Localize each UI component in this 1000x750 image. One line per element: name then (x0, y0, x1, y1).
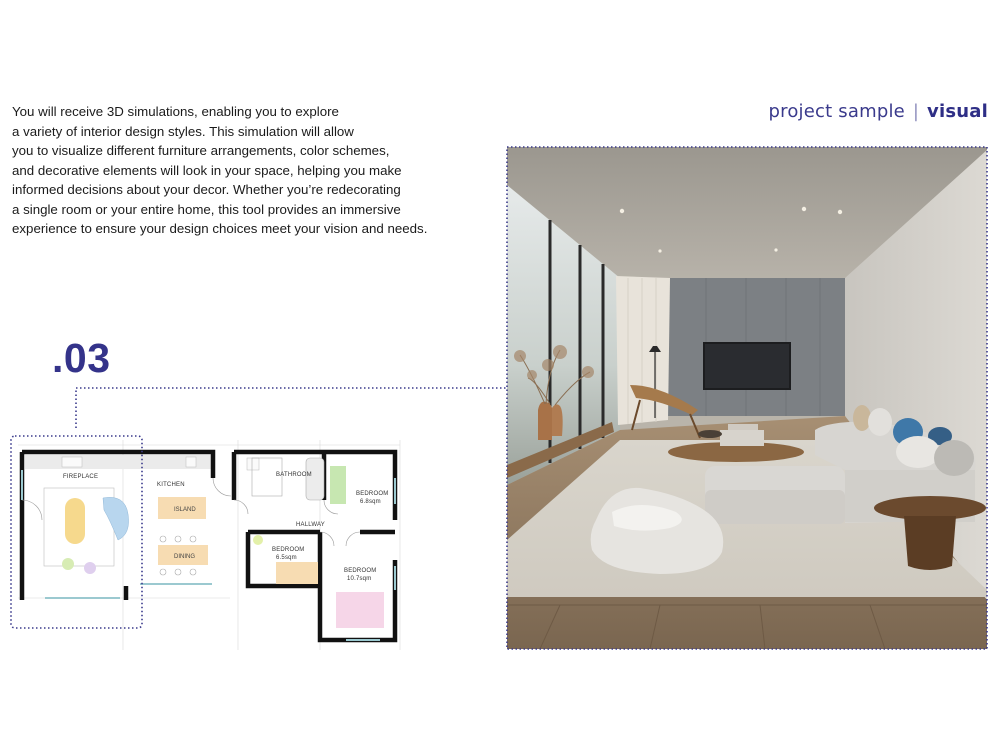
label-bedroom-3-area: 10.7sqm (347, 576, 372, 582)
label-island: ISLAND (174, 507, 196, 513)
intro-line: experience to ensure your design choices meet your vision and needs. (12, 221, 428, 236)
interior-render (507, 147, 987, 649)
intro-line: a variety of interior design styles. This simulation will allow (12, 123, 354, 139)
label-dining: DINING (174, 554, 195, 560)
label-bedroom-2-area: 6.5sqm (276, 555, 297, 561)
header-emphasis: visual (927, 101, 988, 122)
label-hallway: HALLWAY (296, 522, 325, 528)
floor-plan (18, 440, 400, 650)
label-bedroom-1: BEDROOM (356, 491, 389, 497)
label-bedroom-1-area: 6.8sqm (360, 499, 381, 505)
intro-line: informed decisions about your decor. Whether you’re redecorating (12, 182, 401, 197)
label-bathroom: BATHROOM (276, 472, 312, 478)
section-number: .03 (52, 335, 111, 381)
intro-line: a single room or your entire home, this tool provides an immersive (12, 201, 401, 217)
label-bedroom-2: BEDROOM (272, 547, 305, 553)
intro-line: You will receive 3D simulations, enabling you to explore (12, 104, 339, 119)
intro-line: you to visualize different furniture arrangements, color schemes, (12, 143, 390, 158)
header-prefix: project sample (768, 101, 905, 122)
label-fireplace: FIREPLACE (63, 474, 99, 480)
connector-line (76, 388, 507, 428)
label-bedroom-3: BEDROOM (344, 568, 377, 574)
intro-line: and decorative elements will look in your space, helping you make (12, 162, 402, 178)
header-separator: | (912, 101, 920, 122)
label-kitchen: KITCHEN (157, 482, 185, 488)
